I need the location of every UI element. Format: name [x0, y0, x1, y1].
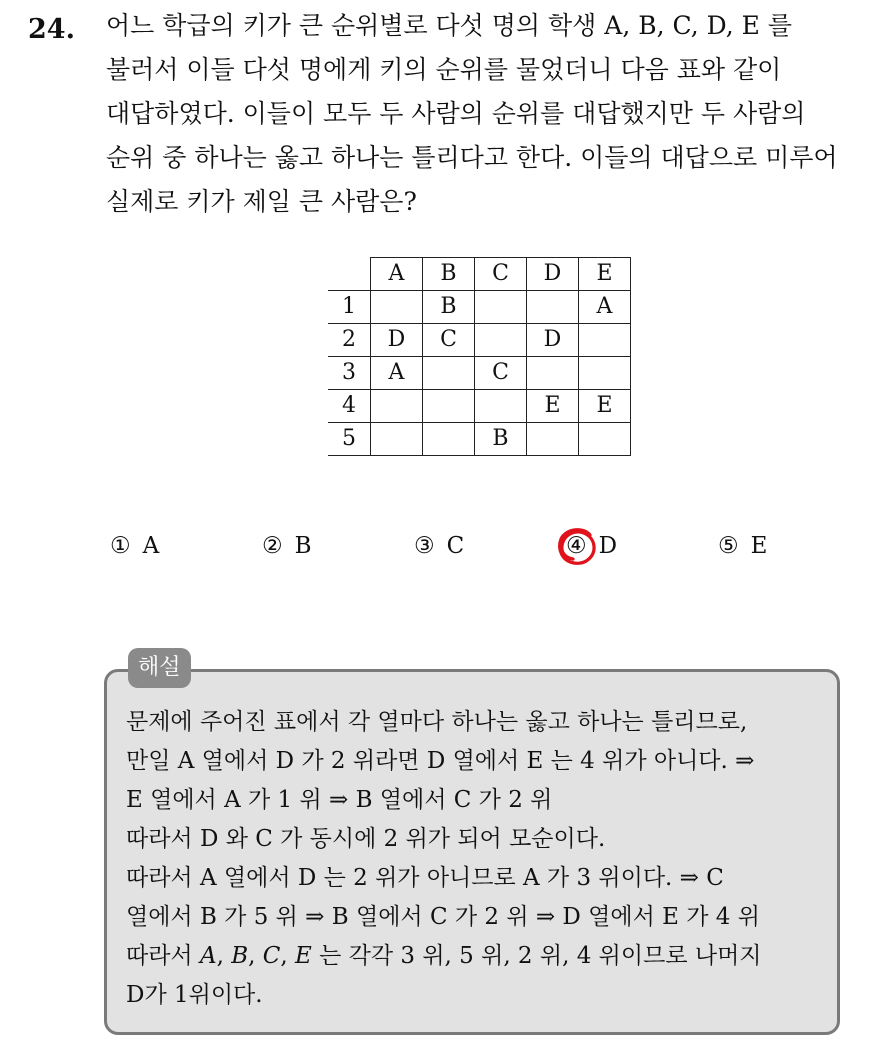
answer-table: [328, 257, 631, 456]
choice-number: ③: [414, 533, 435, 559]
choice-number: ②: [262, 533, 283, 559]
table-cell: [579, 324, 631, 357]
rank-cell: 2: [328, 324, 371, 357]
table-header-cell: B: [423, 258, 475, 291]
table-cell: [579, 357, 631, 390]
table-cell: E: [579, 390, 631, 423]
explanation-line: 문제에 주어진 표에서 각 열마다 하나는 옳고 하나는 틀리므로,: [126, 709, 748, 735]
table-cell: [579, 423, 631, 456]
explanation-line: 열에서 B 가 5 위 ⇒ B 열에서 C 가 2 위 ⇒ D 열에서 E 가 4 위: [126, 904, 760, 930]
choice-label: A: [142, 533, 160, 559]
table-cell: [423, 390, 475, 423]
table-header-cell: D: [527, 258, 579, 291]
rank-cell: 1: [328, 291, 371, 324]
var-a: A: [199, 943, 217, 969]
question-line: 불러서 이들 다섯 명에게 키의 순위를 물었더니 다음 표와 같이: [106, 55, 782, 84]
table-row: [328, 291, 631, 324]
table-row: [328, 324, 631, 357]
explanation-prefix: 따라서: [126, 943, 200, 969]
table-header-cell: E: [579, 258, 631, 291]
table-row: [328, 390, 631, 423]
choice-label: C: [446, 533, 465, 559]
table-header-row: [328, 258, 631, 291]
question-line: 어느 학급의 키가 큰 순위별로 다섯 명의 학생 A, B, C, D, E 를: [106, 11, 793, 40]
choice-number: ④: [566, 533, 587, 559]
table-cell: [423, 423, 475, 456]
choice-1[interactable]: [110, 533, 159, 559]
question-line: 실제로 키가 제일 큰 사람은?: [106, 187, 417, 216]
table-row: [328, 357, 631, 390]
var-b: B: [231, 943, 249, 969]
rank-cell: 4: [328, 390, 371, 423]
var-e: E: [294, 943, 312, 969]
table-cell: [475, 390, 527, 423]
table-row: [328, 423, 631, 456]
table-cell: E: [527, 390, 579, 423]
table-cell: [371, 291, 423, 324]
explanation-tag: 해설: [128, 648, 191, 688]
table-header-cell: C: [475, 258, 527, 291]
table-cell: A: [579, 291, 631, 324]
table-cell: [475, 324, 527, 357]
table-cell: [527, 291, 579, 324]
rank-cell: 3: [328, 357, 371, 390]
table-cell: [371, 423, 423, 456]
table-corner-cell: [328, 258, 371, 291]
choice-2[interactable]: [262, 533, 312, 559]
question-line: 순위 중 하나는 옳고 하나는 틀리다고 한다. 이들의 대답으로 미루어: [106, 143, 838, 172]
table-cell: [527, 357, 579, 390]
choice-5[interactable]: [718, 533, 767, 559]
question-line: 대답하였다. 이들이 모두 두 사람의 순위를 대답했지만 두 사람의: [106, 99, 806, 128]
table-cell: A: [371, 357, 423, 390]
question-number: 24.: [28, 14, 75, 45]
table-cell: [423, 357, 475, 390]
var-c: C: [262, 943, 281, 969]
choice-3[interactable]: [414, 533, 464, 559]
explanation-suffix: 는 각각 3 위, 5 위, 2 위, 4 위이므로 나머지: [311, 943, 762, 969]
table-cell: B: [423, 291, 475, 324]
explanation-line: 따라서 A, B, C, E 는 각각 3 위, 5 위, 2 위, 4 위이므로 나머지: [126, 943, 762, 969]
choice-number: ⑤: [718, 533, 739, 559]
choice-label: B: [294, 533, 312, 559]
explanation-line: 만일 A 열에서 D 가 2 위라면 D 열에서 E 는 4 위가 아니다. ⇒: [126, 748, 755, 774]
explanation-line: D가 1위이다.: [126, 982, 263, 1008]
table-cell: [527, 423, 579, 456]
table-cell: B: [475, 423, 527, 456]
explanation-line: 따라서 D 와 C 가 동시에 2 위가 되어 모순이다.: [126, 826, 606, 852]
table-cell: C: [475, 357, 527, 390]
table-cell: D: [527, 324, 579, 357]
explanation-line: E 열에서 A 가 1 위 ⇒ B 열에서 C 가 2 위: [126, 787, 553, 813]
question-text: [106, 4, 868, 224]
table-cell: [475, 291, 527, 324]
rank-cell: 5: [328, 423, 371, 456]
choice-label: E: [750, 533, 768, 559]
choice-label: D: [598, 533, 618, 559]
choice-number: ①: [110, 533, 131, 559]
table-header-cell: A: [371, 258, 423, 291]
explanation-line: 따라서 A 열에서 D 는 2 위가 아니므로 A 가 3 위이다. ⇒ C: [126, 865, 724, 891]
table-cell: C: [423, 324, 475, 357]
answer-choices: [110, 533, 810, 569]
answer-mark-circle-icon: [556, 525, 598, 567]
table-cell: [371, 390, 423, 423]
table-cell: D: [371, 324, 423, 357]
explanation-text: [126, 703, 836, 1015]
